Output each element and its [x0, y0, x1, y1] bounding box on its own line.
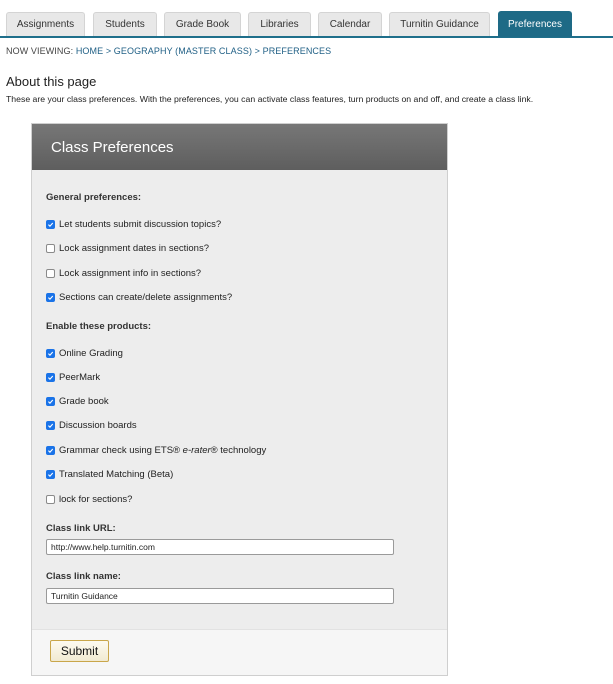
breadcrumb-class-link[interactable]: GEOGRAPHY (MASTER CLASS) [113, 46, 253, 56]
checkbox-unchecked-icon[interactable] [46, 269, 55, 278]
checkbox-unchecked-icon[interactable] [46, 244, 55, 253]
tab-students[interactable]: Students [93, 12, 157, 36]
breadcrumb-separator: > [103, 46, 114, 56]
pref-label: Lock assignment dates in sections? [59, 243, 209, 254]
general-preferences-heading: General preferences: [46, 192, 142, 203]
about-title: About this page [6, 74, 97, 89]
submit-button[interactable]: Submit [50, 640, 109, 662]
product-label: lock for sections? [59, 494, 133, 505]
panel-title: Class Preferences [32, 124, 447, 170]
product-label [59, 445, 266, 456]
product-grade-book [46, 396, 109, 407]
product-label-pre: Grammar check using ETS® [59, 445, 183, 456]
class-link-url-label: Class link URL: [46, 523, 116, 534]
breadcrumb [6, 46, 331, 56]
tab-turnitin-guidance[interactable]: Turnitin Guidance [389, 12, 490, 36]
pref-label: Let students submit discussion topics? [59, 219, 222, 230]
pref-label: Lock assignment info in sections? [59, 268, 202, 279]
tab-assignments[interactable]: Assignments [6, 12, 85, 36]
pref-lock-assignment-dates [46, 243, 209, 254]
pref-label: Sections can create/delete assignments? [59, 292, 233, 303]
product-label-post: ® technology [210, 445, 267, 456]
breadcrumb-prefix: NOW VIEWING: [6, 46, 76, 56]
product-label: Discussion boards [59, 420, 137, 431]
checkbox-checked-icon[interactable] [46, 220, 55, 229]
product-lock-for-sections [46, 494, 132, 505]
panel-footer [32, 629, 447, 675]
pref-sections-create-delete [46, 292, 232, 303]
product-discussion-boards [46, 420, 137, 431]
tab-calendar[interactable]: Calendar [318, 12, 382, 36]
tab-grade-book[interactable]: Grade Book [164, 12, 241, 36]
product-translated-matching [46, 469, 173, 480]
checkbox-checked-icon[interactable] [46, 446, 55, 455]
breadcrumb-home-link[interactable]: HOME [75, 46, 104, 56]
class-link-name-input[interactable] [46, 588, 394, 604]
tab-libraries[interactable]: Libraries [248, 12, 311, 36]
product-label: PeerMark [59, 372, 101, 383]
checkbox-checked-icon[interactable] [46, 421, 55, 430]
checkbox-checked-icon[interactable] [46, 349, 55, 358]
breadcrumb-current[interactable]: PREFERENCES [262, 46, 332, 56]
product-label: Grade book [59, 396, 109, 407]
breadcrumb-separator: > [252, 46, 263, 56]
checkbox-checked-icon[interactable] [46, 397, 55, 406]
checkbox-unchecked-icon[interactable] [46, 495, 55, 504]
class-link-name-label: Class link name: [46, 571, 121, 582]
product-label: Online Grading [59, 348, 123, 359]
product-label: Translated Matching (Beta) [59, 469, 174, 480]
checkbox-checked-icon[interactable] [46, 470, 55, 479]
tab-preferences[interactable]: Preferences [498, 11, 572, 37]
product-peermark [46, 372, 100, 383]
enable-products-heading: Enable these products: [46, 321, 152, 332]
pref-lock-assignment-info [46, 268, 201, 279]
checkbox-checked-icon[interactable] [46, 373, 55, 382]
class-link-url-input[interactable] [46, 539, 394, 555]
pref-student-discussion-topics [46, 219, 221, 230]
tab-bar [0, 0, 613, 38]
product-online-grading [46, 348, 123, 359]
about-description: These are your class preferences. With the preferences, you can activate class features, turn products on and off, and create a class link. [6, 94, 534, 104]
product-label-em: e-rater [182, 445, 211, 456]
class-preferences-panel [31, 123, 448, 676]
checkbox-checked-icon[interactable] [46, 293, 55, 302]
product-grammar-check [46, 445, 266, 456]
